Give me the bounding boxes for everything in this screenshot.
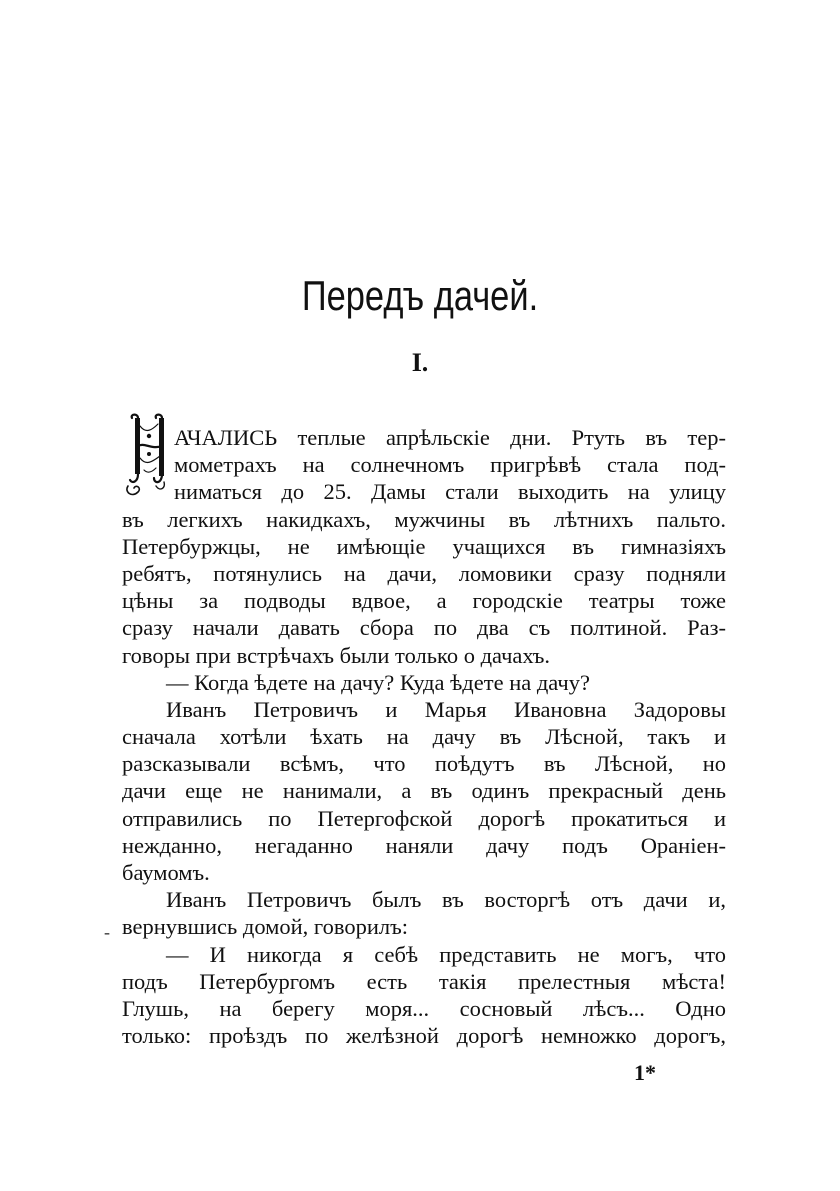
margin-mark: - bbox=[104, 922, 110, 942]
text-line: только: проѣздъ по желѣзной дорогѣ немножко дорогъ, bbox=[122, 1023, 726, 1049]
page-number: 1* bbox=[634, 1060, 656, 1085]
text-line: Иванъ Петровичъ былъ въ восторгѣ отъ дачи и, bbox=[166, 887, 726, 913]
dialog-line: — И никогда я себѣ представить не могъ, что bbox=[166, 941, 726, 967]
text-line: подъ Петербургомъ есть такія прелестныя мѣста! bbox=[122, 968, 726, 994]
text-line: дачи еще не нанимали, а въ одинъ прекрасный день bbox=[122, 778, 726, 804]
text-line: Петербуржцы, не имѣющіе учащихся въ гимназіяхъ bbox=[122, 533, 726, 559]
text-line: ребятъ, потянулись на дачи, ломовики сразу подняли bbox=[122, 560, 726, 586]
body-text bbox=[122, 424, 726, 1049]
text-line: мометрахъ на солнечномъ пригрѣвѣ стала под- bbox=[174, 452, 726, 478]
text-line: ниматься до 25. Дамы стали выходить на улицу bbox=[174, 479, 726, 505]
text-line: баумомъ. bbox=[122, 860, 210, 885]
story-title: Передъ дачей. bbox=[301, 272, 539, 319]
text-line: сразу начали давать сбора по два съ полтиной. Раз- bbox=[122, 615, 726, 641]
text-line: нежданно, негаданно наняли дачу подъ Ораніен- bbox=[122, 832, 726, 858]
text-line: разсказывали всѣмъ, что поѣдутъ въ Лѣсной, но bbox=[122, 751, 726, 777]
chapter-number: I. bbox=[411, 348, 429, 377]
text-line: отправились по Петергофской дорогѣ прокатиться и bbox=[122, 805, 726, 831]
text-line: цѣны за подводы вдвое, а городскіе театры тоже bbox=[122, 588, 726, 614]
text-line: Иванъ Петровичъ и Марья Ивановна Задоровы bbox=[166, 696, 726, 722]
text-line: вернувшись домой, говорилъ: bbox=[122, 914, 408, 940]
text-line: АЧАЛИСЬ теплые апрѣльскіе дни. Ртуть въ тер- bbox=[174, 425, 726, 450]
text-line: въ легкихъ накидкахъ, мужчины въ лѣтнихъ пальто. bbox=[122, 506, 726, 532]
text-line: говоры при встрѣчахъ были только о дачахъ. bbox=[122, 642, 551, 668]
text-line: сначала хотѣли ѣхать на дачу въ Лѣсной, такъ и bbox=[122, 724, 726, 750]
dialog-line: — Когда ѣдете на дачу? Куда ѣдете на дачу? bbox=[166, 669, 590, 695]
text-line: Глушь, на берегу моря... сосновый лѣсъ... Одно bbox=[122, 995, 726, 1021]
